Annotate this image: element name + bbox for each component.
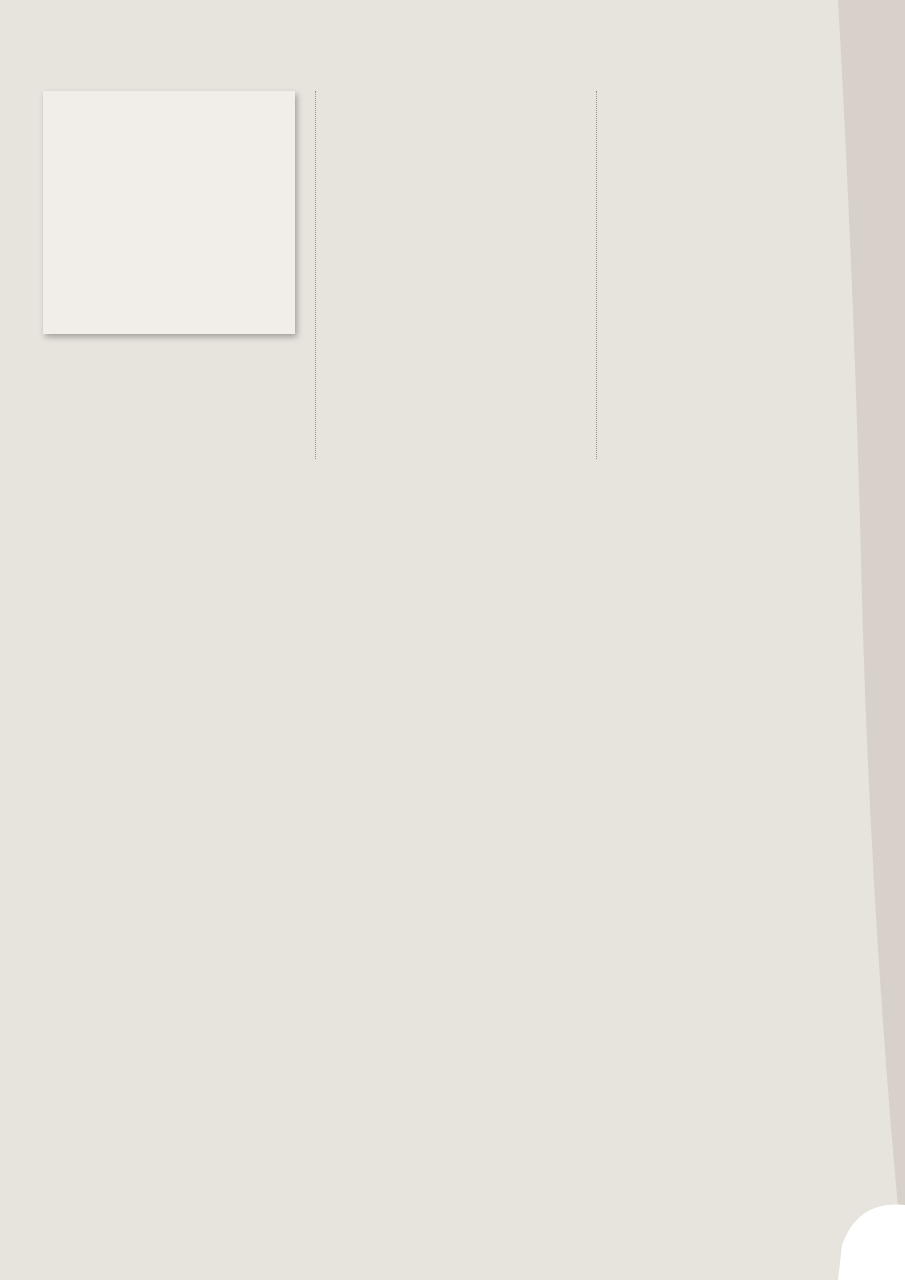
fold-line-label-wrap	[117, 883, 137, 953]
